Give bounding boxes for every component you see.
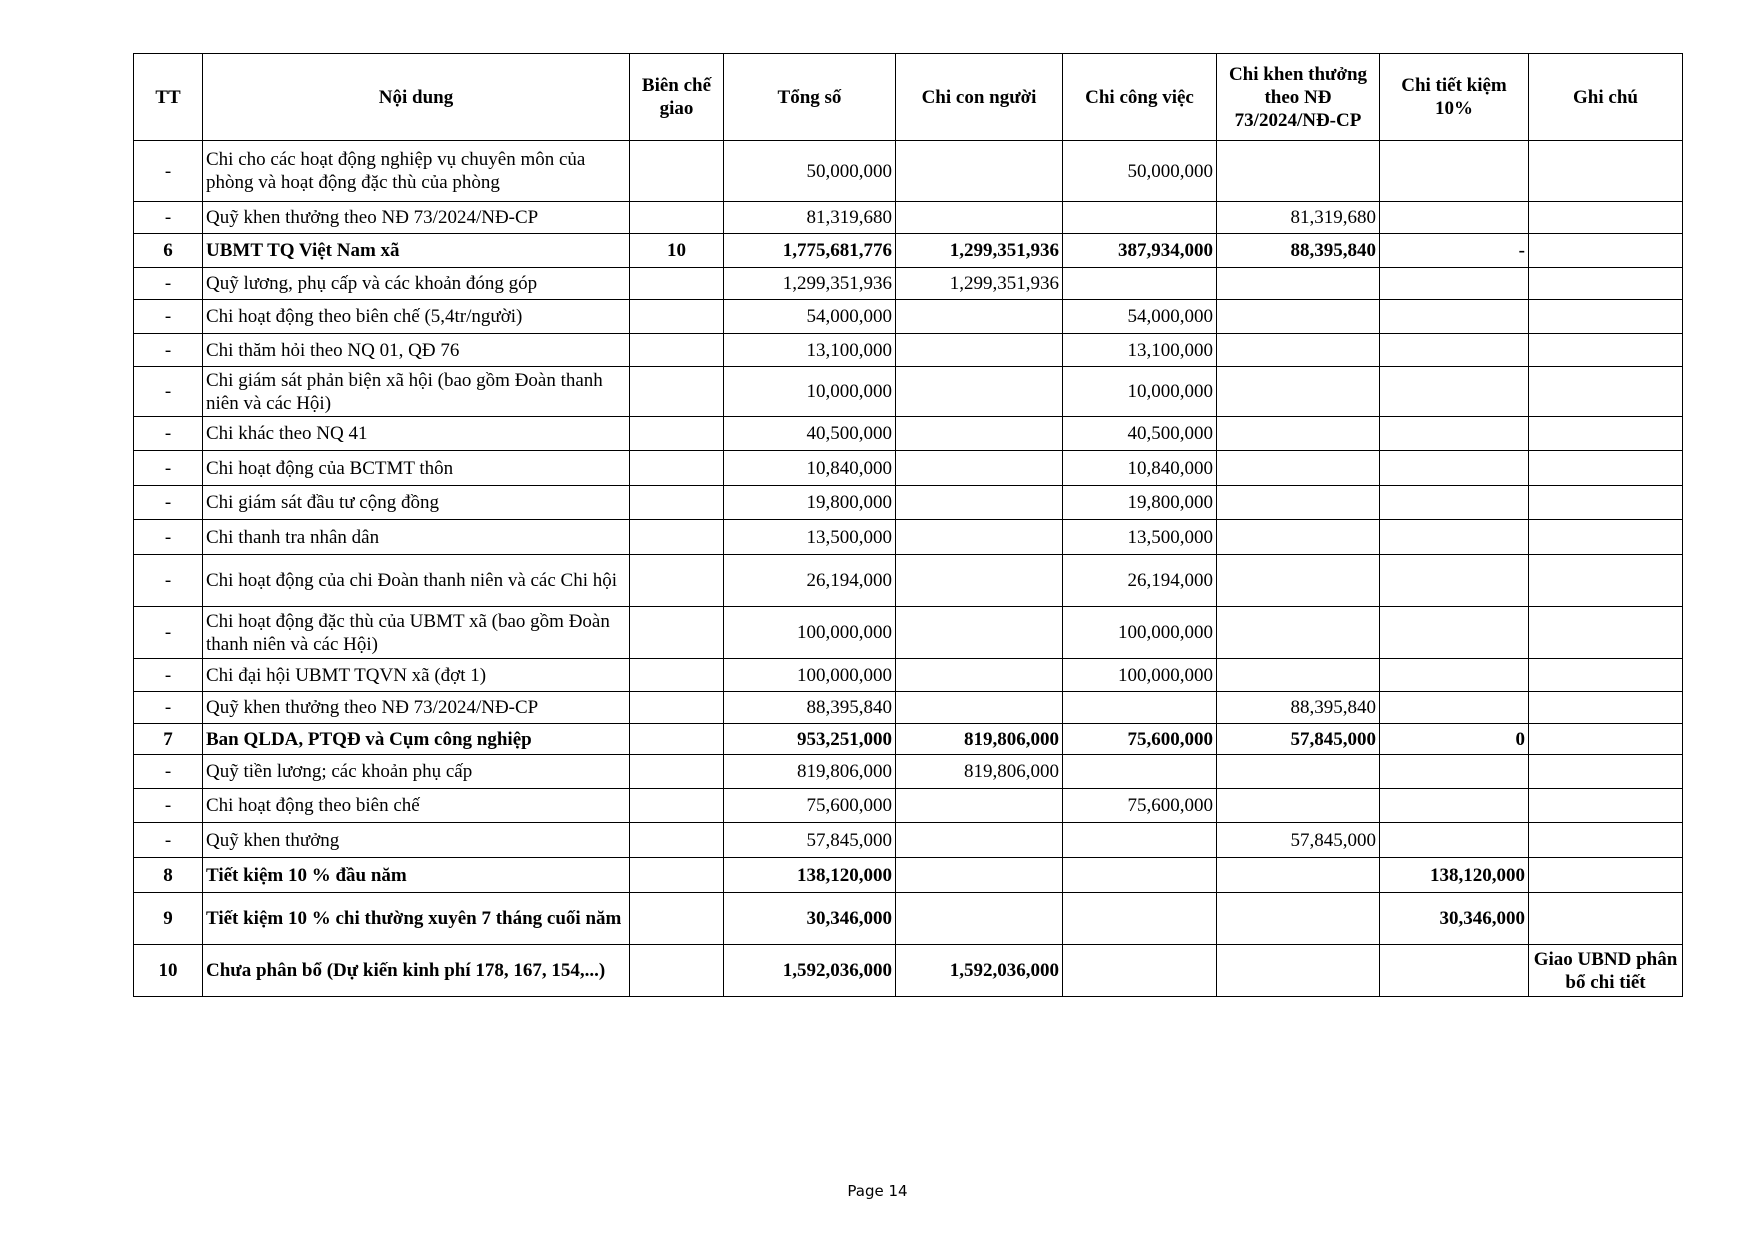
cell-note (1529, 789, 1683, 823)
cell-content: Ban QLDA, PTQĐ và Cụm công nghiệp (203, 724, 630, 755)
cell-saving (1380, 417, 1529, 451)
cell-content: Chi cho các hoạt động nghiệp vụ chuyên môn của phòng và hoạt động đặc thù của phòng (203, 141, 630, 202)
cell-total: 57,845,000 (724, 823, 896, 858)
header-people: Chi con người (896, 54, 1063, 141)
cell-tt: - (134, 755, 203, 789)
cell-tt: - (134, 607, 203, 659)
cell-people (896, 858, 1063, 893)
cell-staff (630, 300, 724, 334)
cell-people (896, 607, 1063, 659)
cell-work (1063, 823, 1217, 858)
cell-reward (1217, 141, 1380, 202)
header-total: Tổng số (724, 54, 896, 141)
cell-staff (630, 367, 724, 417)
table-row (134, 755, 1683, 789)
table-row (134, 268, 1683, 300)
cell-total: 54,000,000 (724, 300, 896, 334)
cell-total: 88,395,840 (724, 692, 896, 724)
cell-staff (630, 789, 724, 823)
cell-staff (630, 202, 724, 234)
cell-work: 13,100,000 (1063, 334, 1217, 367)
table-row (134, 234, 1683, 268)
cell-content: Tiết kiệm 10 % chi thường xuyên 7 tháng cuối năm (203, 893, 630, 945)
cell-note (1529, 607, 1683, 659)
cell-note (1529, 486, 1683, 520)
table-row (134, 858, 1683, 893)
cell-total: 40,500,000 (724, 417, 896, 451)
cell-saving: - (1380, 234, 1529, 268)
cell-note (1529, 300, 1683, 334)
cell-work (1063, 893, 1217, 945)
cell-staff (630, 755, 724, 789)
cell-content: Quỹ lương, phụ cấp và các khoản đóng góp (203, 268, 630, 300)
cell-total: 13,100,000 (724, 334, 896, 367)
cell-reward (1217, 659, 1380, 692)
cell-tt: - (134, 486, 203, 520)
cell-reward (1217, 945, 1380, 997)
table-row (134, 300, 1683, 334)
cell-reward: 57,845,000 (1217, 724, 1380, 755)
cell-people (896, 555, 1063, 607)
cell-note (1529, 724, 1683, 755)
header-reward: Chi khen thưởng theo NĐ 73/2024/NĐ-CP (1217, 54, 1380, 141)
cell-note (1529, 268, 1683, 300)
header-work: Chi công việc (1063, 54, 1217, 141)
cell-work: 50,000,000 (1063, 141, 1217, 202)
cell-saving (1380, 486, 1529, 520)
cell-tt: - (134, 334, 203, 367)
cell-saving: 138,120,000 (1380, 858, 1529, 893)
table-row (134, 417, 1683, 451)
cell-note (1529, 659, 1683, 692)
cell-staff (630, 692, 724, 724)
table-row (134, 202, 1683, 234)
cell-tt: - (134, 268, 203, 300)
cell-reward: 81,319,680 (1217, 202, 1380, 234)
cell-work: 10,000,000 (1063, 367, 1217, 417)
cell-work (1063, 268, 1217, 300)
cell-reward (1217, 334, 1380, 367)
cell-total: 19,800,000 (724, 486, 896, 520)
table-row (134, 555, 1683, 607)
cell-content: Chi thanh tra nhân dân (203, 520, 630, 555)
cell-people (896, 789, 1063, 823)
cell-people (896, 367, 1063, 417)
cell-saving (1380, 300, 1529, 334)
cell-people: 819,806,000 (896, 755, 1063, 789)
cell-note (1529, 367, 1683, 417)
cell-total: 1,592,036,000 (724, 945, 896, 997)
cell-saving (1380, 945, 1529, 997)
cell-content: Chi đại hội UBMT TQVN xã (đợt 1) (203, 659, 630, 692)
header-content: Nội dung (203, 54, 630, 141)
cell-tt: 7 (134, 724, 203, 755)
cell-total: 26,194,000 (724, 555, 896, 607)
cell-tt: - (134, 692, 203, 724)
table-row (134, 486, 1683, 520)
cell-content: Chi giám sát đầu tư cộng đồng (203, 486, 630, 520)
cell-staff (630, 451, 724, 486)
header-tt: TT (134, 54, 203, 141)
cell-people (896, 141, 1063, 202)
cell-content: Quỹ khen thưởng theo NĐ 73/2024/NĐ-CP (203, 692, 630, 724)
cell-total: 81,319,680 (724, 202, 896, 234)
cell-work (1063, 945, 1217, 997)
cell-staff (630, 334, 724, 367)
cell-reward (1217, 417, 1380, 451)
cell-total: 10,000,000 (724, 367, 896, 417)
cell-work: 26,194,000 (1063, 555, 1217, 607)
cell-people: 1,299,351,936 (896, 268, 1063, 300)
cell-tt: 8 (134, 858, 203, 893)
cell-work (1063, 755, 1217, 789)
cell-staff (630, 823, 724, 858)
cell-staff (630, 417, 724, 451)
cell-people (896, 334, 1063, 367)
table-row (134, 451, 1683, 486)
cell-work: 54,000,000 (1063, 300, 1217, 334)
cell-work: 19,800,000 (1063, 486, 1217, 520)
cell-content: Chi hoạt động của BCTMT thôn (203, 451, 630, 486)
cell-work (1063, 692, 1217, 724)
cell-content: Chi khác theo NQ 41 (203, 417, 630, 451)
cell-total: 30,346,000 (724, 893, 896, 945)
cell-tt: - (134, 141, 203, 202)
cell-tt: - (134, 520, 203, 555)
cell-reward (1217, 755, 1380, 789)
cell-work: 100,000,000 (1063, 607, 1217, 659)
cell-content: Chưa phân bổ (Dự kiến kinh phí 178, 167, 154,...) (203, 945, 630, 997)
cell-total: 50,000,000 (724, 141, 896, 202)
header-staff: Biên chế giao (630, 54, 724, 141)
cell-content: Quỹ tiền lương; các khoản phụ cấp (203, 755, 630, 789)
cell-reward: 88,395,840 (1217, 234, 1380, 268)
cell-work: 387,934,000 (1063, 234, 1217, 268)
cell-tt: 9 (134, 893, 203, 945)
page-number: Page 14 (847, 1182, 908, 1200)
cell-content: Tiết kiệm 10 % đầu năm (203, 858, 630, 893)
header-note: Ghi chú (1529, 54, 1683, 141)
cell-people: 1,592,036,000 (896, 945, 1063, 997)
cell-people (896, 486, 1063, 520)
cell-people (896, 451, 1063, 486)
cell-staff: 10 (630, 234, 724, 268)
cell-saving (1380, 823, 1529, 858)
cell-saving (1380, 659, 1529, 692)
table-row (134, 367, 1683, 417)
cell-work (1063, 858, 1217, 893)
budget-table (133, 53, 1683, 997)
cell-staff (630, 893, 724, 945)
cell-reward (1217, 451, 1380, 486)
cell-work: 40,500,000 (1063, 417, 1217, 451)
cell-saving (1380, 451, 1529, 486)
cell-tt: - (134, 659, 203, 692)
cell-note (1529, 334, 1683, 367)
table-row (134, 893, 1683, 945)
table-row (134, 945, 1683, 997)
cell-reward (1217, 486, 1380, 520)
cell-content: Quỹ khen thưởng (203, 823, 630, 858)
cell-content: Chi hoạt động theo biên chế (203, 789, 630, 823)
cell-total: 10,840,000 (724, 451, 896, 486)
cell-work: 75,600,000 (1063, 724, 1217, 755)
cell-reward (1217, 607, 1380, 659)
cell-work: 100,000,000 (1063, 659, 1217, 692)
cell-total: 819,806,000 (724, 755, 896, 789)
cell-saving: 0 (1380, 724, 1529, 755)
cell-reward (1217, 789, 1380, 823)
cell-people (896, 692, 1063, 724)
cell-staff (630, 555, 724, 607)
cell-staff (630, 659, 724, 692)
cell-content: Quỹ khen thưởng theo NĐ 73/2024/NĐ-CP (203, 202, 630, 234)
cell-work (1063, 202, 1217, 234)
cell-tt: 10 (134, 945, 203, 997)
cell-people (896, 417, 1063, 451)
cell-tt: - (134, 789, 203, 823)
cell-staff (630, 724, 724, 755)
cell-tt: - (134, 417, 203, 451)
cell-saving (1380, 334, 1529, 367)
cell-saving (1380, 367, 1529, 417)
cell-staff (630, 607, 724, 659)
table-row (134, 607, 1683, 659)
cell-reward (1217, 367, 1380, 417)
table-body (134, 141, 1683, 997)
cell-tt: - (134, 300, 203, 334)
cell-staff (630, 268, 724, 300)
cell-saving (1380, 555, 1529, 607)
cell-people (896, 659, 1063, 692)
cell-staff (630, 141, 724, 202)
cell-total: 953,251,000 (724, 724, 896, 755)
cell-tt: - (134, 367, 203, 417)
cell-tt: - (134, 555, 203, 607)
cell-reward (1217, 300, 1380, 334)
cell-content: Chi hoạt động đặc thù của UBMT xã (bao gồm Đoàn thanh niên và các Hội) (203, 607, 630, 659)
cell-note (1529, 520, 1683, 555)
cell-saving (1380, 789, 1529, 823)
cell-staff (630, 945, 724, 997)
cell-saving (1380, 520, 1529, 555)
cell-reward: 88,395,840 (1217, 692, 1380, 724)
cell-people: 1,299,351,936 (896, 234, 1063, 268)
cell-note (1529, 692, 1683, 724)
cell-saving (1380, 607, 1529, 659)
cell-tt: - (134, 823, 203, 858)
header-row (134, 54, 1683, 141)
header-saving: Chi tiết kiệm 10% (1380, 54, 1529, 141)
cell-work: 13,500,000 (1063, 520, 1217, 555)
cell-people: 819,806,000 (896, 724, 1063, 755)
table-row (134, 789, 1683, 823)
cell-reward (1217, 520, 1380, 555)
cell-content: UBMT TQ Việt Nam xã (203, 234, 630, 268)
cell-note (1529, 555, 1683, 607)
cell-total: 1,299,351,936 (724, 268, 896, 300)
cell-people (896, 202, 1063, 234)
table-row (134, 659, 1683, 692)
cell-reward (1217, 555, 1380, 607)
cell-note (1529, 417, 1683, 451)
cell-people (896, 893, 1063, 945)
table-row (134, 520, 1683, 555)
cell-reward (1217, 268, 1380, 300)
cell-note (1529, 858, 1683, 893)
cell-note (1529, 823, 1683, 858)
cell-reward: 57,845,000 (1217, 823, 1380, 858)
cell-saving (1380, 692, 1529, 724)
cell-work: 75,600,000 (1063, 789, 1217, 823)
cell-total: 138,120,000 (724, 858, 896, 893)
cell-total: 100,000,000 (724, 659, 896, 692)
cell-work: 10,840,000 (1063, 451, 1217, 486)
cell-reward (1217, 893, 1380, 945)
cell-people (896, 520, 1063, 555)
cell-content: Chi thăm hỏi theo NQ 01, QĐ 76 (203, 334, 630, 367)
cell-staff (630, 520, 724, 555)
table-row (134, 724, 1683, 755)
cell-tt: - (134, 202, 203, 234)
cell-people (896, 823, 1063, 858)
table-row (134, 823, 1683, 858)
cell-content: Chi hoạt động của chi Đoàn thanh niên và các Chi hội (203, 555, 630, 607)
table-row (134, 334, 1683, 367)
cell-note: Giao UBND phân bổ chi tiết (1529, 945, 1683, 997)
cell-total: 1,775,681,776 (724, 234, 896, 268)
cell-total: 75,600,000 (724, 789, 896, 823)
table-row (134, 692, 1683, 724)
cell-people (896, 300, 1063, 334)
cell-content: Chi hoạt động theo biên chế (5,4tr/người) (203, 300, 630, 334)
cell-content: Chi giám sát phản biện xã hội (bao gồm Đoàn thanh niên và các Hội) (203, 367, 630, 417)
cell-total: 100,000,000 (724, 607, 896, 659)
table-row (134, 141, 1683, 202)
cell-saving: 30,346,000 (1380, 893, 1529, 945)
cell-note (1529, 755, 1683, 789)
cell-staff (630, 858, 724, 893)
cell-saving (1380, 141, 1529, 202)
cell-staff (630, 486, 724, 520)
cell-tt: 6 (134, 234, 203, 268)
cell-note (1529, 141, 1683, 202)
cell-saving (1380, 202, 1529, 234)
cell-note (1529, 234, 1683, 268)
cell-tt: - (134, 451, 203, 486)
cell-note (1529, 893, 1683, 945)
cell-note (1529, 202, 1683, 234)
cell-saving (1380, 268, 1529, 300)
cell-total: 13,500,000 (724, 520, 896, 555)
cell-note (1529, 451, 1683, 486)
cell-reward (1217, 858, 1380, 893)
cell-saving (1380, 755, 1529, 789)
